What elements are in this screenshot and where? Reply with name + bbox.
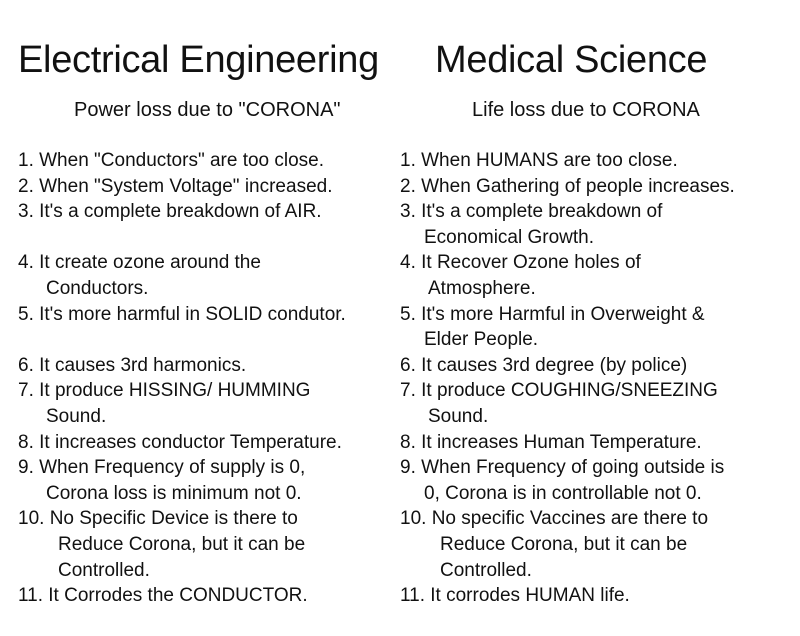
list-item-continuation: Sound. [428, 405, 489, 427]
list-item: 2. When "System Voltage" increased. [18, 175, 333, 197]
list-item-continuation: Economical Growth. [424, 226, 595, 248]
left-comparison-list [18, 148, 396, 609]
list-item-continuation: Controlled. [58, 559, 150, 581]
list-item: 4. It create ozone around the [18, 252, 261, 274]
list-item: 7. It produce HISSING/ HUMMING [18, 380, 311, 402]
list-item-continuation: Conductors. [46, 277, 149, 299]
list-item-continuation: Reduce Corona, but it can be [58, 533, 306, 555]
list-item: 9. When Frequency of supply is 0, [18, 457, 306, 479]
right-comparison-list [400, 148, 796, 609]
list-item: 11. It corrodes HUMAN life. [400, 585, 630, 607]
list-item: 5. It's more Harmful in Overweight & [400, 303, 705, 325]
list-item-continuation: Elder People. [424, 329, 539, 351]
left-column-subtitle: Power loss due to "CORONA" [74, 99, 341, 121]
list-item: 1. When HUMANS are too close. [400, 150, 678, 171]
list-item: 11. It Corrodes the CONDUCTOR. [18, 585, 308, 607]
list-item: 5. It's more harmful in SOLID condutor. [18, 303, 346, 325]
list-item-continuation: Sound. [46, 405, 107, 427]
list-item: 7. It produce COUGHING/SNEEZING [400, 380, 718, 402]
left-column-title: Electrical Engineering [18, 39, 379, 81]
list-item: 2. When Gathering of people increases. [400, 175, 735, 197]
right-column-title: Medical Science [435, 39, 708, 81]
list-item-continuation: 0, Corona is in controllable not 0. [424, 482, 702, 504]
list-item: 8. It increases Human Temperature. [400, 431, 702, 453]
list-item: 10. No Specific Device is there to [18, 508, 298, 530]
list-item: 9. When Frequency of going outside is [400, 457, 725, 479]
list-item: 6. It causes 3rd harmonics. [18, 354, 247, 376]
list-item-continuation: Atmosphere. [428, 277, 536, 299]
list-spacer [18, 225, 396, 251]
list-item: 8. It increases conductor Temperature. [18, 431, 342, 453]
list-item-continuation: Controlled. [440, 559, 532, 581]
list-item: 3. It's a complete breakdown of [400, 201, 663, 223]
list-item-continuation: Reduce Corona, but it can be [440, 533, 688, 555]
list-item: 10. No specific Vaccines are there to [400, 508, 709, 530]
list-item-continuation: Corona loss is minimum not 0. [46, 482, 302, 504]
list-spacer [18, 327, 396, 353]
list-item: 4. It Recover Ozone holes of [400, 252, 641, 274]
list-item: 3. It's a complete breakdown of AIR. [18, 201, 322, 223]
right-column-subtitle: Life loss due to CORONA [472, 99, 700, 121]
list-item: 6. It causes 3rd degree (by police) [400, 354, 688, 376]
list-item: 1. When "Conductors" are too close. [18, 150, 325, 171]
